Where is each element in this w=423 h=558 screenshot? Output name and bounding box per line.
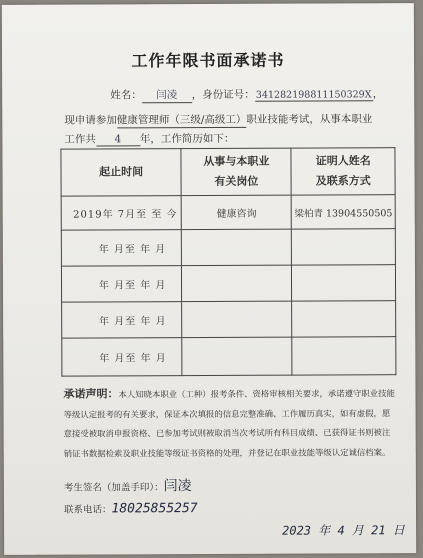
signing-date: 2023 年 4 月 21 日: [282, 523, 405, 538]
intro-line-2: [64, 131, 234, 147]
row-period: 年 月至 年 月: [62, 338, 182, 377]
name-label: 姓名：: [110, 89, 142, 102]
phone-line: [64, 501, 198, 517]
name-value: 闫凌: [142, 87, 192, 103]
row-position: [182, 229, 292, 265]
table-row: [62, 301, 396, 338]
id-label: ，身份证号：: [191, 88, 255, 102]
years-value: 4: [96, 133, 140, 146]
row-period: 年 月至 年 月: [61, 266, 181, 303]
intro-text-2: 职业技能考试，从事本职业: [246, 113, 373, 126]
row-witness: 梁柏青 13904550505: [292, 195, 396, 229]
header-position: 从事与本职业 有关岗位: [181, 148, 291, 195]
row-witness: [292, 229, 396, 265]
signature-value: 闫凌: [163, 478, 192, 495]
document-title: 工作年限书面承诺书: [131, 50, 285, 71]
row-position: [182, 337, 292, 375]
row-witness: [292, 301, 396, 337]
intro-line-1: [64, 111, 372, 128]
row-period: 2019年 7月至 至 今: [61, 196, 181, 231]
row-position: [182, 301, 292, 337]
intro-text-1: 现申请参加: [64, 114, 117, 127]
phone-label: 联系电话：: [63, 504, 112, 516]
declaration-body: 本人知晓本职业（工种）报考条件、资格审核相关要求，承诺遵守职业技能等级认定报考的有关要求，保证本次填报的信息完整准确、工作履历真实，如有虚假，愿意接受被取消申报资格、已参加考试则被取消当次考试所有科目成绩、已获得证书则被注销证书数据检索及职业技能等级证书资格的处理，并登记在职业技能等级认定诚信档案。: [63, 388, 395, 459]
table-row: [61, 229, 395, 266]
exam-name: 健康管理师（三级/高级工）: [116, 113, 247, 127]
header-period: 起止时间: [61, 149, 181, 197]
row-witness: [292, 265, 396, 301]
id-value: 341282198811150329X: [255, 89, 372, 101]
identity-line: [110, 86, 383, 103]
table-header-row: [61, 148, 395, 196]
row-position: [182, 265, 292, 301]
identity-end: ，: [372, 88, 384, 101]
header-witness: 证明人姓名 及联系方式: [291, 148, 395, 195]
signature-label: 考生签名（加盖手印）：: [63, 482, 164, 494]
row-period: 年 月至 年 月: [62, 302, 182, 339]
declaration: [63, 383, 395, 463]
table-row: [61, 195, 395, 230]
declaration-heading: 承诺声明：: [63, 387, 119, 401]
table-row: [62, 337, 396, 376]
row-witness: [292, 337, 396, 375]
work-history-table: [60, 147, 396, 376]
row-period: 年 月至 年 月: [61, 230, 181, 267]
intro-text-3: 工作共: [64, 133, 96, 146]
signature-line: [64, 475, 192, 496]
commitment-document: [2, 3, 416, 555]
phone-value: 18025855257: [111, 501, 198, 517]
row-position: 健康咨询: [181, 195, 291, 229]
intro-text-4: 年，工作简历如下：: [139, 132, 235, 146]
table-row: [61, 265, 395, 302]
